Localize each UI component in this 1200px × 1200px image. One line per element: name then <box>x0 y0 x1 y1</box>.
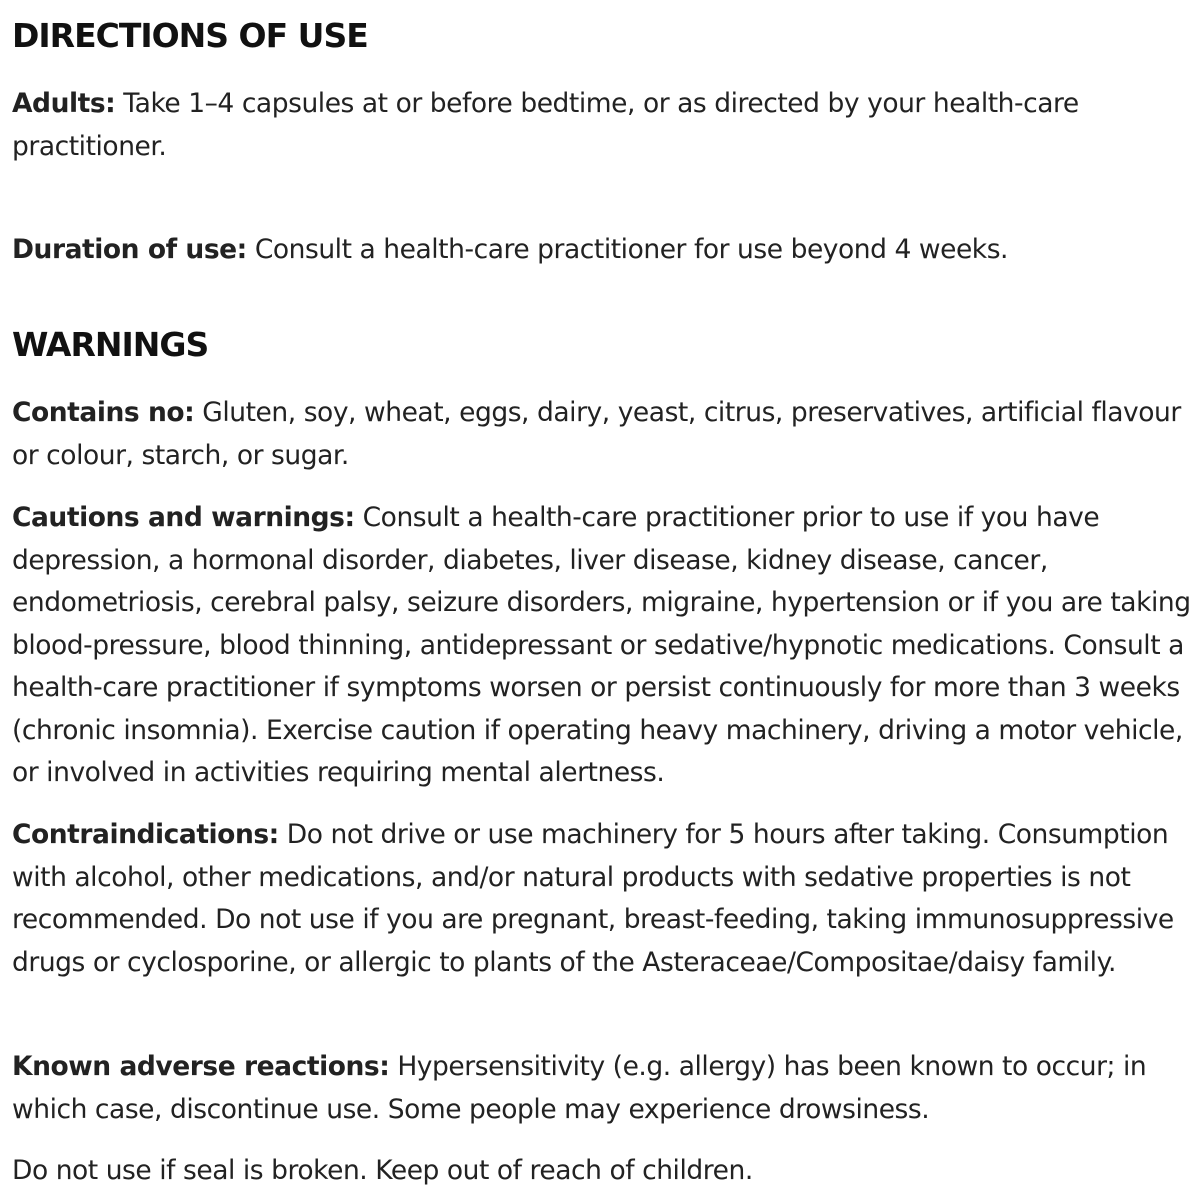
adverse-reactions-label: Known adverse reactions: <box>12 1051 390 1082</box>
cautions-label: Cautions and warnings: <box>12 502 355 533</box>
cautions-text: Consult a health-care practitioner prior to use if you have depression, a hormonal disorder, diabetes, liver disease, kidney disease, cancer, endometriosis, cerebral palsy, seizure disorders, migraine, hypertension or if you are taking blood-pressure, blood thinning, antidepressant or sedative/hypnotic medications. Consult a health-care practitioner if symptoms worsen or persist continuously for more than 3 weeks (chronic insomnia). Exercise caution if operating heavy machinery, driving a motor vehicle, or involved in activities requiring mental alertness. <box>12 502 1191 788</box>
warnings-heading: WARNINGS <box>12 325 209 364</box>
adverse-reactions-paragraph <box>12 1046 1196 1131</box>
seal-notice: Do not use if seal is broken. Keep out of reach of children. <box>12 1155 753 1186</box>
contraindications-label: Contraindications: <box>12 819 279 850</box>
contraindications-text: Do not drive or use machinery for 5 hours after taking. Consumption with alcohol, other medications, and/or natural products with sedative properties is not recommended. Do not use if you are pregnant, breast-feeding, taking immunosuppressive drugs or cyclosporine, or allergic to plants of the Asteraceae/Compositae/daisy family. <box>12 819 1174 978</box>
adults-label: Adults: <box>12 88 116 119</box>
directions-heading: DIRECTIONS OF USE <box>12 16 368 55</box>
adults-text: Take 1–4 capsules at or before bedtime, or as directed by your health-care practitioner. <box>12 88 1079 162</box>
duration-text: Consult a health-care practitioner for use beyond 4 weeks. <box>246 234 1009 265</box>
adverse-reactions-text: Hypersensitivity (e.g. allergy) has been known to occur; in which case, discontinue use. Some people may experience drowsiness. <box>12 1051 1147 1125</box>
contains-label: Contains no: <box>12 397 195 428</box>
duration-paragraph <box>12 229 1196 272</box>
cautions-paragraph <box>12 497 1196 795</box>
contains-text: Gluten, soy, wheat, eggs, dairy, yeast, citrus, preservatives, artificial flavour or colour, starch, or sugar. <box>12 397 1181 471</box>
contraindications-paragraph <box>12 814 1196 984</box>
adults-paragraph <box>12 83 1152 168</box>
contains-paragraph <box>12 392 1196 477</box>
duration-label: Duration of use: <box>12 234 247 265</box>
